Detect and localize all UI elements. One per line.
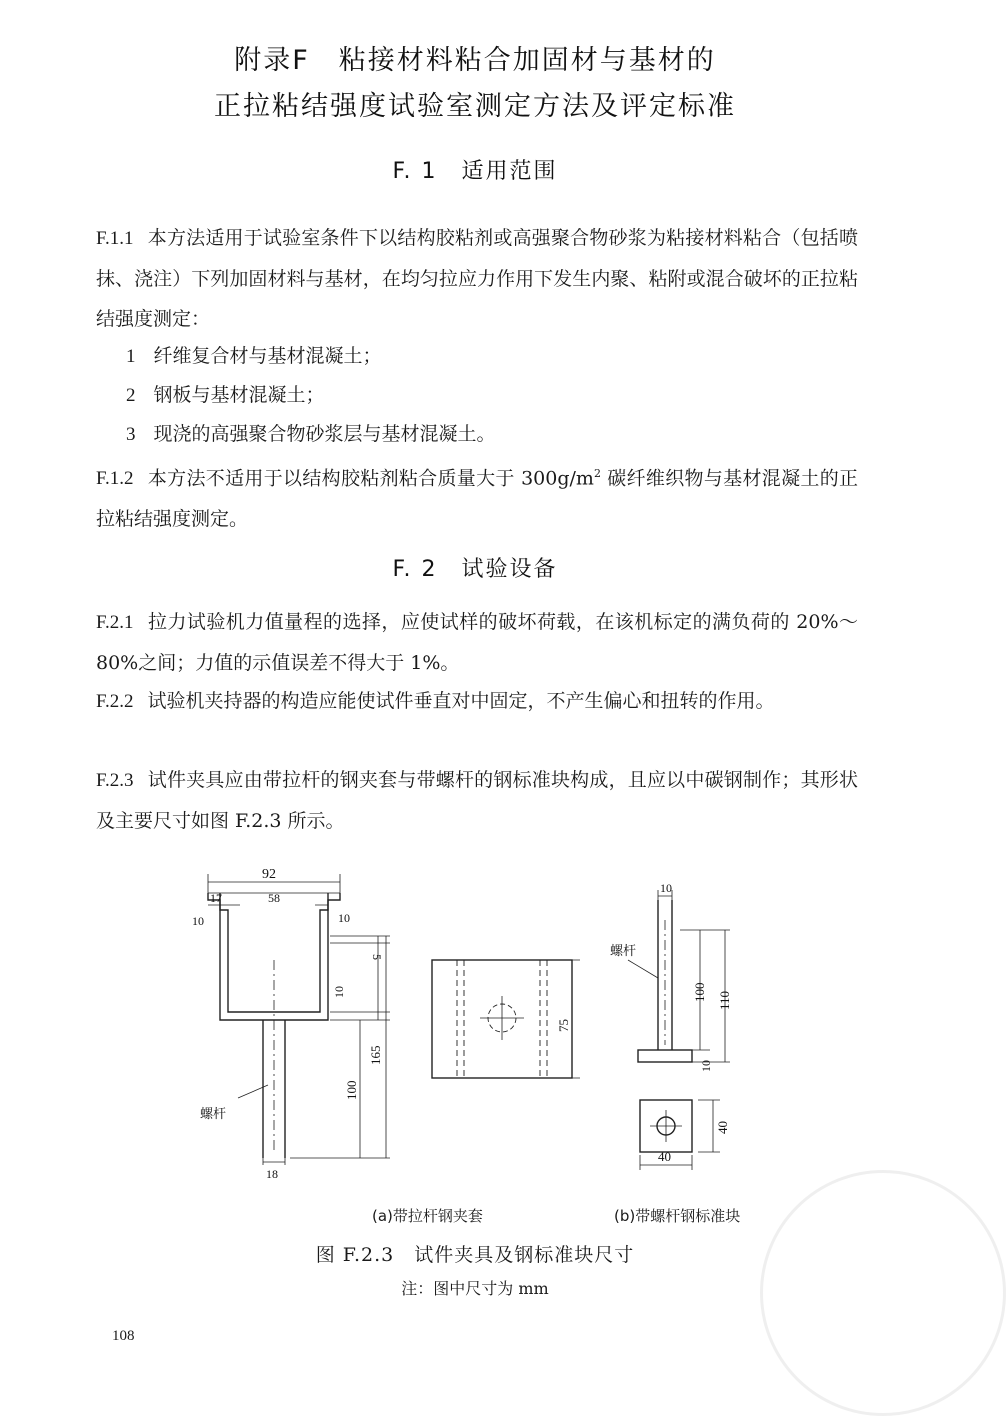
screw-label-b: 螺杆 — [610, 943, 637, 958]
dim-10-b2: 10 — [699, 1060, 713, 1072]
section-f2-heading: F. 2 试验设备 — [392, 557, 558, 582]
dim-100-b: 100 — [692, 982, 707, 1002]
list-item — [126, 336, 826, 377]
dim-165: 165 — [368, 1045, 383, 1065]
list-item-text: 现浇的高强聚合物砂浆层与基材混凝土。 — [153, 423, 496, 445]
clause-number: F.1.2 — [96, 468, 134, 490]
dim-75: 75 — [556, 1019, 571, 1032]
clause-number: F.2.1 — [96, 612, 134, 633]
dim-100: 100 — [344, 1080, 359, 1100]
clause-text: 拉力试验机力值量程的选择，应使试样的破坏荷载，在该机标定的满负荷的 20%～80%之间；力值的示值误差不得大于 1%。 — [96, 611, 858, 674]
figure-title: 图 F.2.3 试件夹具及钢标准块尺寸 — [315, 1244, 635, 1266]
dim-10-left: 10 — [192, 914, 204, 928]
list-item — [126, 414, 826, 455]
dim-58: 58 — [268, 891, 280, 905]
list-item-text: 纤维复合材与基材混凝土； — [153, 345, 382, 367]
clause-f1-1 — [96, 218, 858, 339]
figure-f2-3-drawing — [180, 860, 800, 1181]
dim-10-right: 10 — [338, 911, 350, 925]
clause-text: 本方法不适用于以结构胶粘剂粘合质量大于 300g/m — [147, 467, 594, 490]
figure-note: 注：图中尺寸为 mm — [401, 1279, 549, 1298]
dim-40-v: 40 — [715, 1121, 730, 1134]
clause-number: F.2.3 — [96, 770, 134, 791]
clause-text: 碳纤维织物与基材混凝土的正拉粘结强度测定。 — [96, 467, 858, 531]
list-item-number: 3 — [126, 424, 136, 445]
dim-17: 17 — [210, 891, 222, 905]
dim-92: 92 — [262, 867, 276, 882]
superscript: 2 — [593, 467, 601, 480]
list-item-number: 1 — [126, 346, 136, 367]
watermark-seal — [760, 1170, 1006, 1416]
screw-label-a: 螺杆 — [200, 1106, 227, 1121]
clause-text: 本方法适用于试验室条件下以结构胶粘剂或高强聚合物砂浆为粘接材料粘合（包括喷抹、浇注）下列加固材料与基材，在均匀拉应力作用下发生内聚、粘附或混合破坏的正拉粘结强度测定： — [96, 227, 858, 330]
figure-caption-b: (b)带螺杆钢标准块 — [614, 1207, 741, 1225]
clause-text: 试验机夹持器的构造应能使试件垂直对中固定，不产生偏心和扭转的作用。 — [147, 690, 775, 712]
figure-caption-a: (a)带拉杆钢夹套 — [372, 1207, 483, 1225]
dim-10: 10 — [332, 986, 346, 998]
appendix-title-line1: 附录F 粘接材料粘合加固材与基材的 — [234, 45, 716, 76]
list-item-text: 钢板与基材混凝土； — [153, 384, 325, 406]
clause-f1-2 — [96, 454, 858, 539]
appendix-title-line2: 正拉粘结强度试验室测定方法及评定标准 — [214, 91, 736, 122]
list-item-number: 2 — [126, 385, 136, 406]
dim-110: 110 — [717, 990, 732, 1010]
list-item — [126, 375, 826, 416]
standard-block-side — [638, 1050, 692, 1062]
page-number: 108 — [112, 1328, 135, 1344]
dim-18: 18 — [266, 1167, 278, 1181]
clause-f2-2 — [96, 681, 858, 722]
section-f1-heading: F. 1 适用范围 — [392, 159, 558, 184]
dim-40-h: 40 — [658, 1149, 671, 1164]
clause-number: F.1.1 — [96, 228, 134, 249]
clause-number: F.2.2 — [96, 691, 134, 712]
dim-10-b: 10 — [660, 881, 672, 895]
dim-5: 5 — [370, 954, 384, 960]
clause-f2-3 — [96, 760, 858, 841]
clause-text: 试件夹具应由带拉杆的钢夹套与带螺杆的钢标准块构成，且应以中碳钢制作；其形状及主要尺寸如图 F.2.3 所示。 — [96, 769, 858, 832]
clause-f2-1 — [96, 602, 858, 683]
